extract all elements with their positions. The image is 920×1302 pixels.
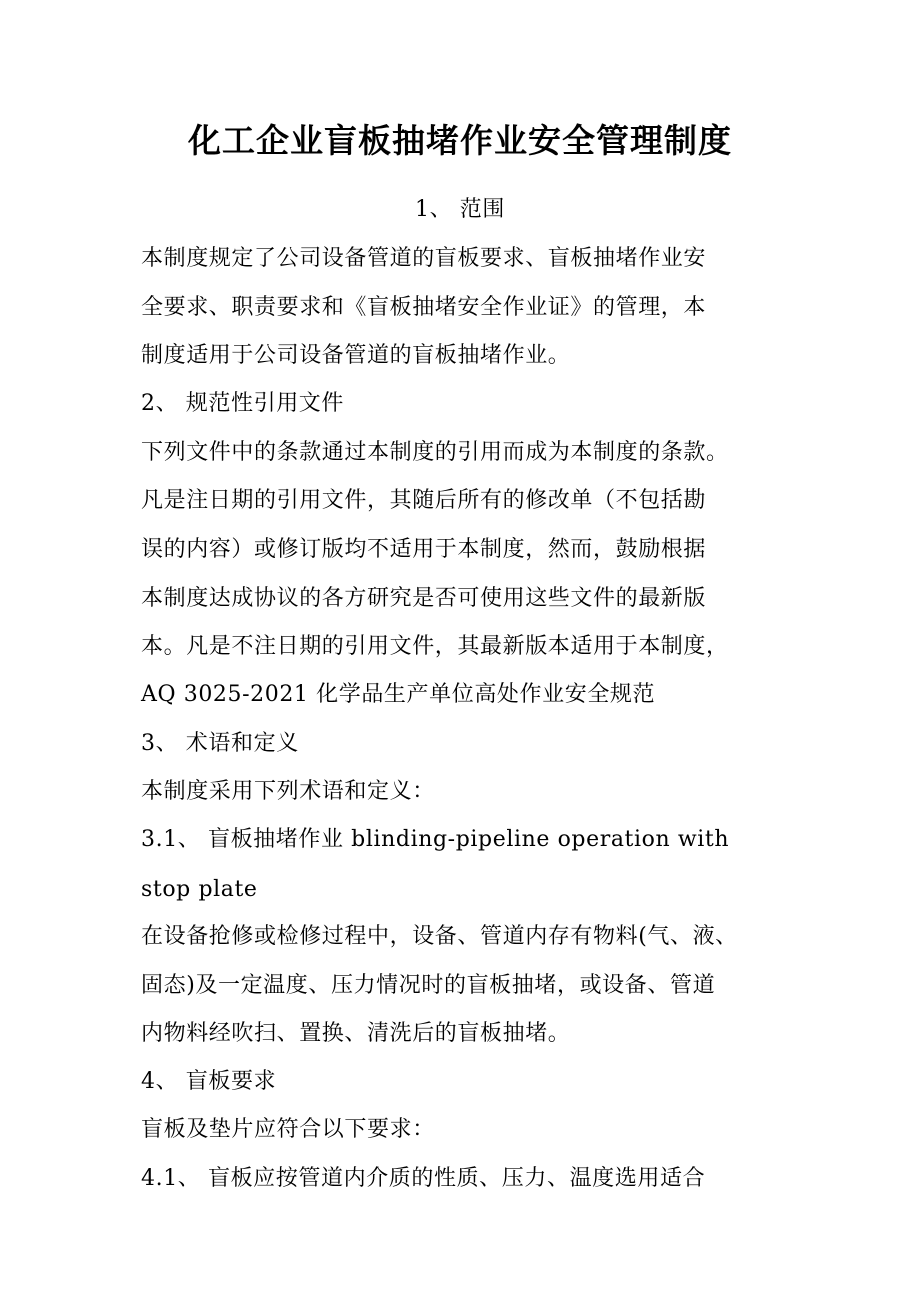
paragraph-line: 本制度采用下列术语和定义： bbox=[141, 779, 435, 804]
paragraph-line: 下列文件中的条款通过本制度的引用而成为本制度的条款。 bbox=[141, 440, 729, 465]
paragraph-line: 凡是注日期的引用文件，其随后所有的修改单（不包括勘 bbox=[141, 488, 707, 513]
paragraph-line: 本制度规定了公司设备管道的盲板要求、盲板抽堵作业安 bbox=[141, 246, 707, 271]
paragraph-line: 本制度达成协议的各方研究是否可使用这些文件的最新版 bbox=[141, 586, 707, 611]
section-heading-scope: 1、 范围 bbox=[415, 197, 505, 222]
term-heading-continued: stop plate bbox=[141, 877, 258, 902]
clause-line: 4.1、 盲板应按管道内介质的性质、压力、温度选用适合 bbox=[141, 1166, 706, 1191]
section-heading-blind-plate: 4、 盲板要求 bbox=[141, 1069, 277, 1094]
paragraph-line: 在设备抢修或检修过程中，设备、管道内存有物料(气、液、 bbox=[141, 924, 738, 949]
section-heading-references: 2、 规范性引用文件 bbox=[141, 391, 344, 416]
paragraph-line: 制度适用于公司设备管道的盲板抽堵作业。 bbox=[141, 343, 571, 368]
paragraph-line: 内物料经吹扫、置换、清洗后的盲板抽堵。 bbox=[141, 1021, 571, 1046]
section-heading-terms: 3、 术语和定义 bbox=[141, 731, 299, 756]
paragraph-line: 误的内容）或修订版均不适用于本制度，然而，鼓励根据 bbox=[141, 537, 707, 562]
paragraph-line: 全要求、职责要求和《盲板抽堵安全作业证》的管理，本 bbox=[141, 295, 707, 320]
paragraph-line: 本。凡是不注日期的引用文件，其最新版本适用于本制度， bbox=[141, 634, 729, 659]
reference-standard: AQ 3025-2021 化学品生产单位高处作业安全规范 bbox=[141, 682, 656, 707]
paragraph-line: 盲板及垫片应符合以下要求： bbox=[141, 1117, 435, 1142]
term-heading: 3.1、 盲板抽堵作业 blinding-pipeline operation with bbox=[141, 827, 730, 852]
paragraph-line: 固态)及一定温度、压力情况时的盲板抽堵，或设备、管道 bbox=[141, 973, 716, 998]
document-title: 化工企业盲板抽堵作业安全管理制度 bbox=[188, 121, 732, 160]
